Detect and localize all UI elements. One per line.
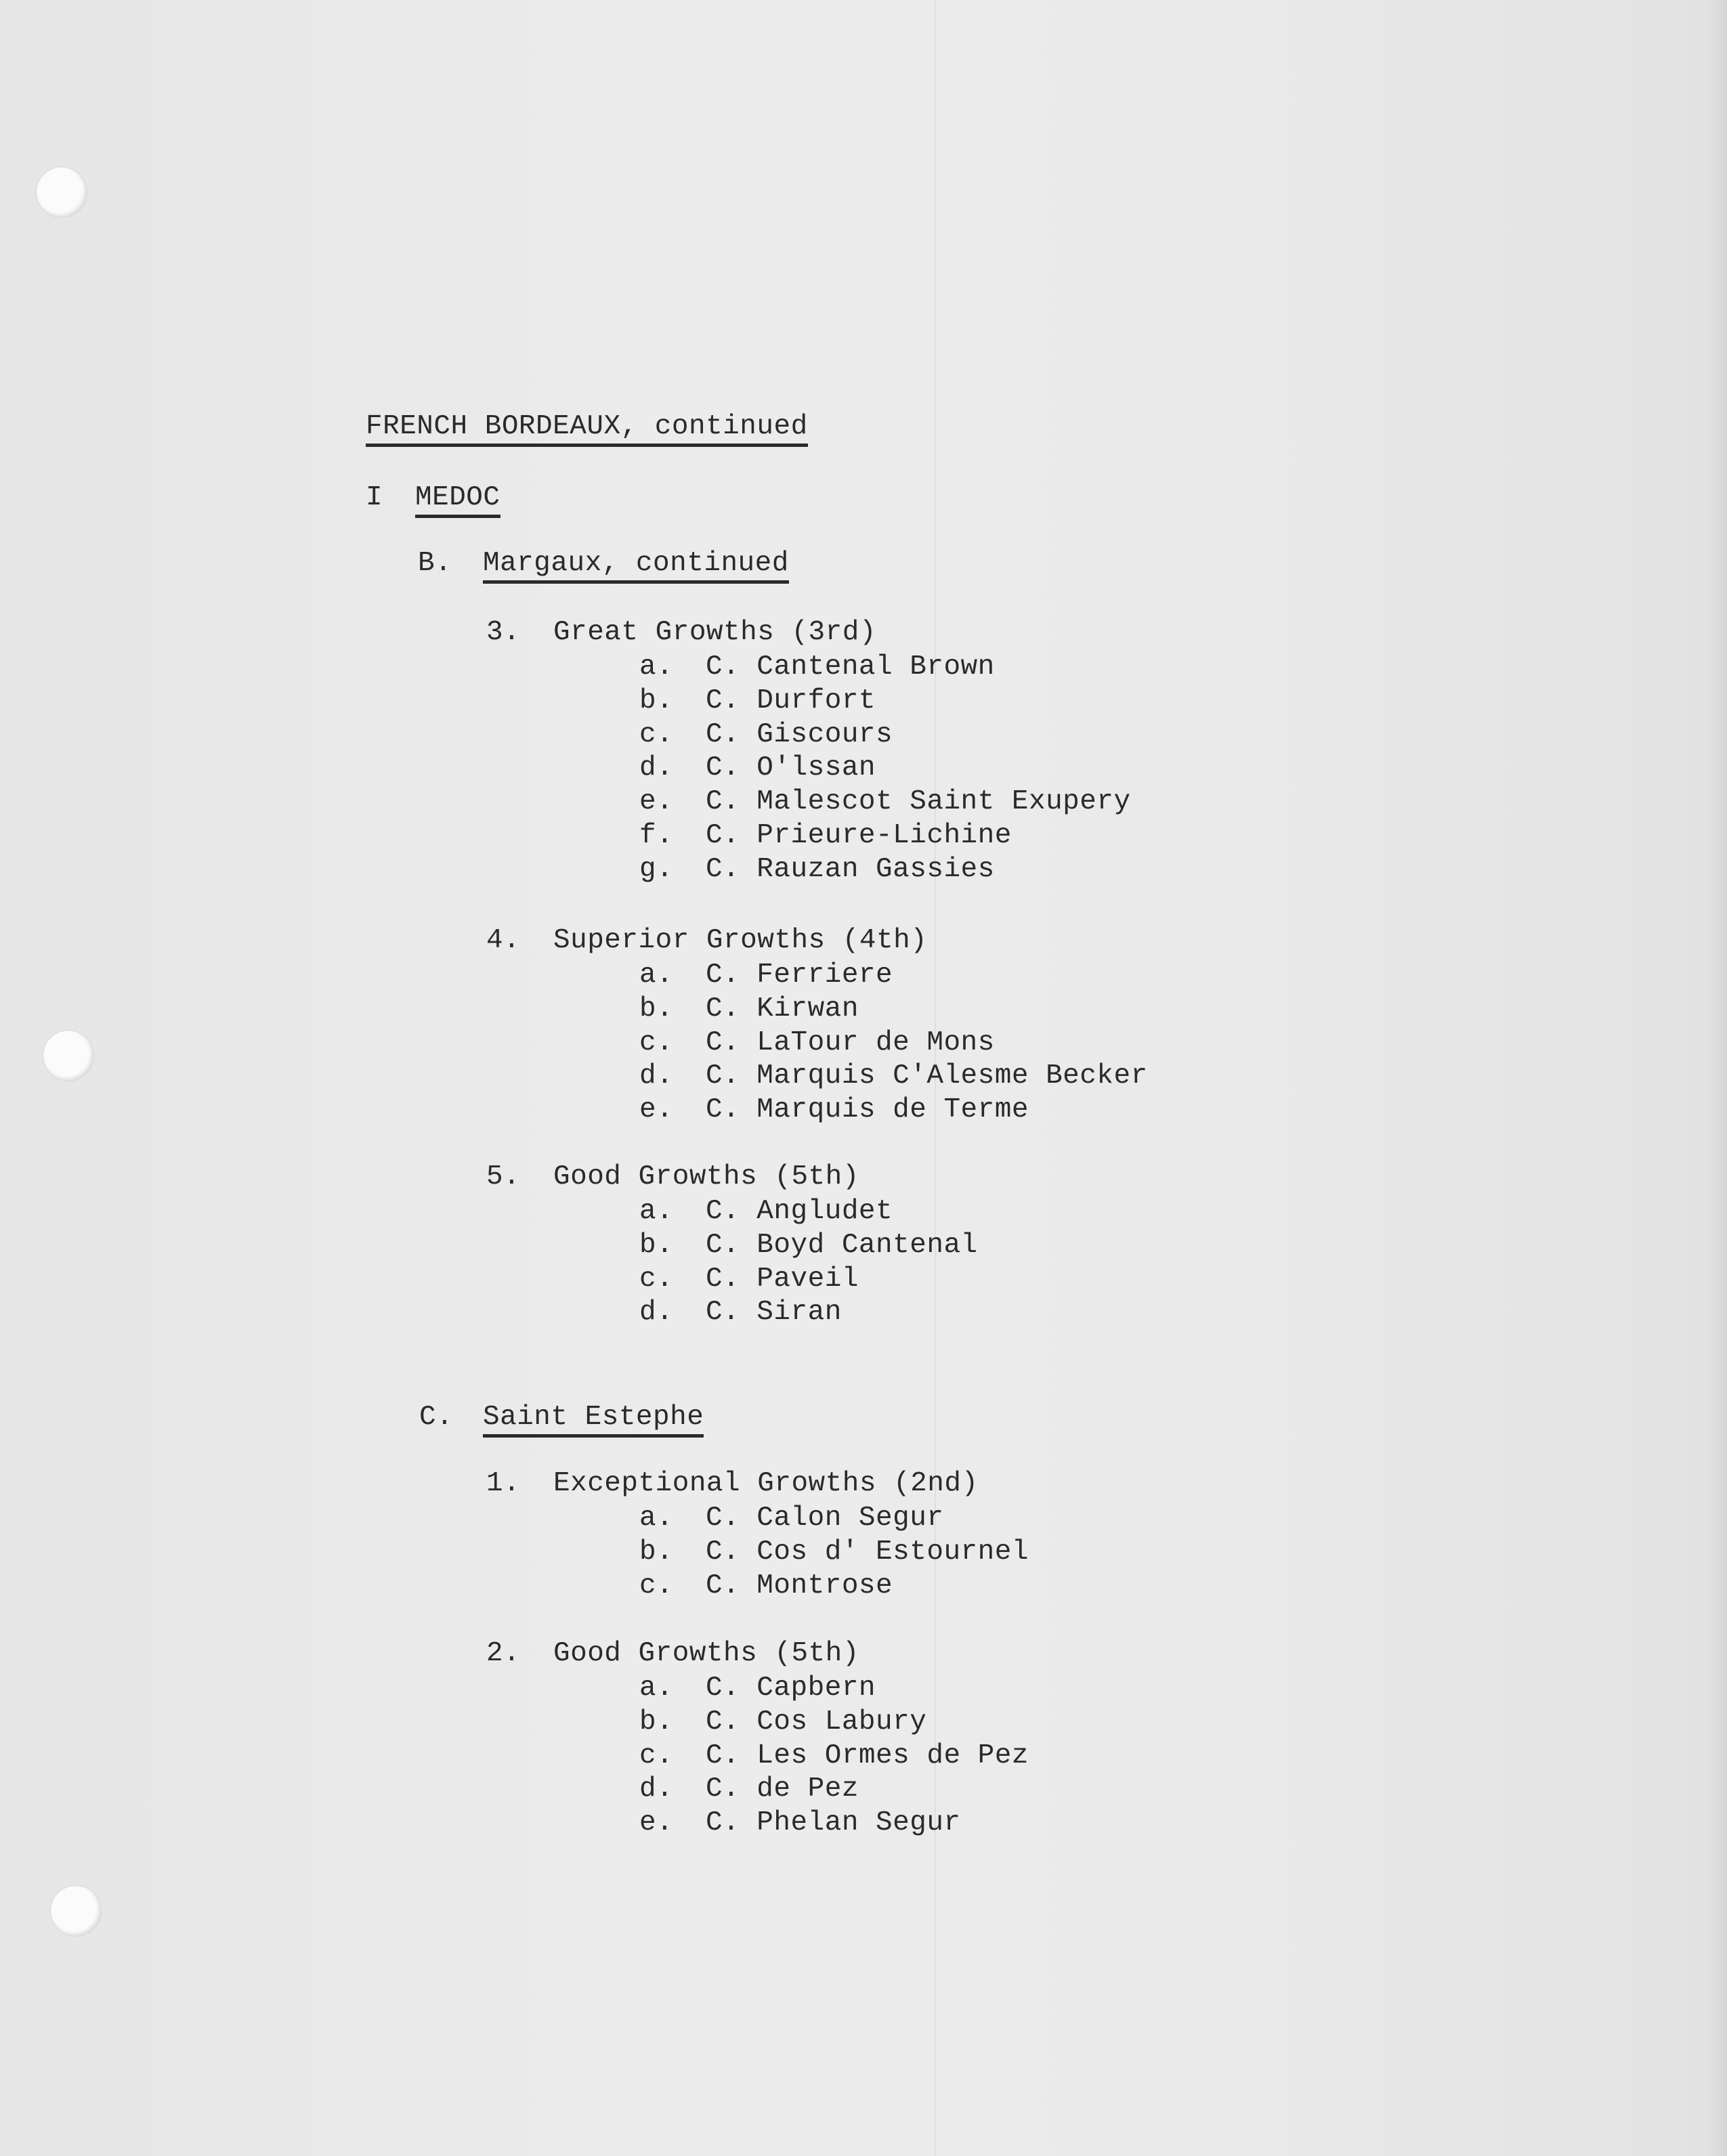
list-item: C. Angludet — [706, 1196, 893, 1227]
paper-edge-shadow — [1707, 0, 1727, 2156]
page-title: FRENCH BORDEAUX, continued — [366, 411, 808, 447]
subsection-heading: Margaux, continued — [483, 548, 789, 584]
list-item: C. de Pez — [706, 1773, 859, 1805]
list-item-marker: a. — [639, 1196, 674, 1227]
list-item-marker: g. — [639, 853, 674, 885]
list-item: C. Paveil — [706, 1263, 859, 1295]
list-item: C. Siran — [706, 1297, 842, 1329]
list-item-marker: d. — [639, 1060, 674, 1092]
punch-hole-middle — [43, 1031, 93, 1081]
punch-hole-top — [37, 167, 87, 217]
list-item: C. Malescot Saint Exupery — [706, 786, 1131, 818]
list-item-marker: b. — [639, 1706, 674, 1738]
list-item: C. Giscours — [706, 718, 893, 750]
list-item: C. Marquis C'Alesme Becker — [706, 1060, 1148, 1092]
punch-hole-bottom — [51, 1886, 101, 1936]
subsection-marker: C. — [419, 1402, 454, 1433]
group-heading: Good Growths (5th) — [553, 1638, 859, 1669]
list-item: C. Phelan Segur — [706, 1807, 961, 1839]
list-item-marker: e. — [639, 1094, 674, 1126]
list-item-marker: c. — [639, 1263, 674, 1295]
list-item: C. Montrose — [706, 1570, 893, 1601]
list-item: C. Ferriere — [706, 960, 893, 991]
list-item: C. Kirwan — [706, 993, 859, 1025]
list-item: C. Prieure-Lichine — [706, 820, 1012, 851]
group-heading: Great Growths (3rd) — [553, 617, 876, 648]
list-item: C. LaTour de Mons — [706, 1027, 995, 1058]
list-item: C. Boyd Cantenal — [706, 1229, 978, 1261]
list-item-marker: d. — [639, 752, 674, 784]
list-item-marker: a. — [639, 1503, 674, 1534]
list-item-marker: f. — [639, 820, 674, 851]
list-item: C. Rauzan Gassies — [706, 853, 995, 885]
list-item-marker: d. — [639, 1297, 674, 1329]
group-heading: Superior Growths (4th) — [553, 925, 928, 956]
list-item-marker: c. — [639, 1570, 674, 1601]
list-item-marker: d. — [639, 1773, 674, 1805]
list-item-marker: a. — [639, 960, 674, 991]
list-item-marker: a. — [639, 651, 674, 683]
list-item-marker: c. — [639, 718, 674, 750]
subsection-marker: B. — [418, 548, 452, 579]
list-item-marker: b. — [639, 1536, 674, 1568]
list-item: C. Les Ormes de Pez — [706, 1740, 1029, 1771]
list-item: C. Marquis de Terme — [706, 1094, 1029, 1126]
list-item-marker: e. — [639, 786, 674, 818]
section-marker: I — [366, 482, 383, 513]
subsection-heading-line — [483, 546, 789, 580]
list-item: C. Cantenal Brown — [706, 651, 995, 683]
list-item: C. Calon Segur — [706, 1503, 944, 1534]
list-item-marker: b. — [639, 1229, 674, 1261]
list-item-marker: e. — [639, 1807, 674, 1839]
list-item: C. Durfort — [706, 685, 876, 716]
section-heading: MEDOC — [415, 482, 500, 518]
group-marker: 3. — [486, 617, 521, 648]
list-item: C. O'lssan — [706, 752, 876, 784]
list-item-marker: c. — [639, 1027, 674, 1058]
list-item-marker: b. — [639, 685, 674, 716]
list-item-marker: c. — [639, 1740, 674, 1771]
group-marker: 2. — [486, 1638, 521, 1669]
list-item-marker: b. — [639, 993, 674, 1025]
list-item: C. Cos Labury — [706, 1706, 927, 1738]
group-marker: 1. — [486, 1468, 521, 1499]
group-heading: Exceptional Growths (2nd) — [553, 1468, 979, 1499]
list-item: C. Capbern — [706, 1673, 876, 1704]
subsection-heading-line — [483, 1400, 704, 1434]
group-heading: Good Growths (5th) — [553, 1161, 859, 1192]
group-marker: 4. — [486, 925, 521, 956]
list-item: C. Cos d' Estournel — [706, 1536, 1029, 1568]
list-item-marker: a. — [639, 1673, 674, 1704]
subsection-heading: Saint Estephe — [483, 1402, 704, 1438]
group-marker: 5. — [486, 1161, 521, 1192]
